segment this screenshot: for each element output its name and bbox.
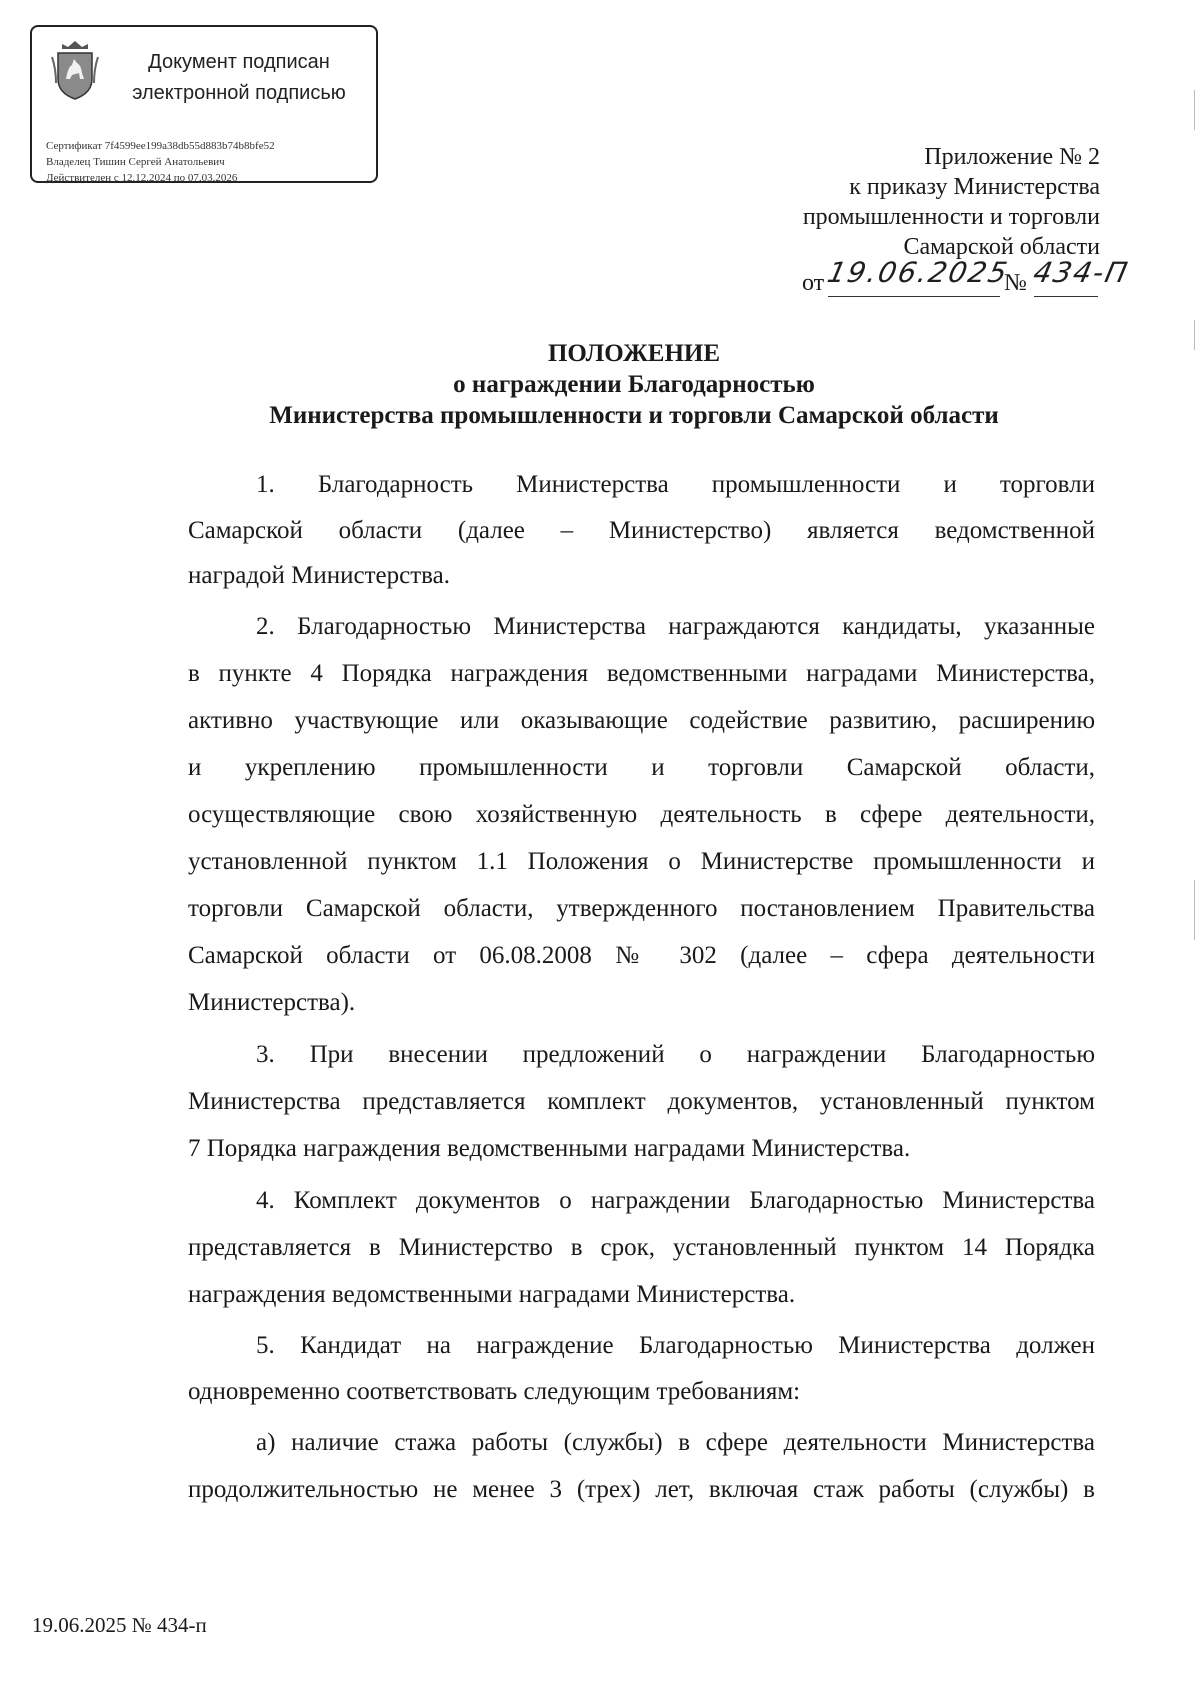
body-line: одновременно соответствовать следующим требованиям:	[188, 1378, 801, 1405]
document-title	[0, 338, 1200, 431]
body-line: а) наличие стажа работы (службы) в сфере деятельности Министерства	[256, 1429, 1095, 1456]
stamp-title	[104, 47, 374, 109]
body-line: 7 Порядка награждения ведомственными наградами Министерства.	[188, 1135, 911, 1162]
number-field	[1030, 256, 1133, 297]
body-line: установленной пунктом 1.1 Положения о Министерстве промышленности и	[188, 848, 1095, 875]
date-field	[824, 256, 1012, 297]
body-line: продолжительностью не менее 3 (трех) лет, включая стаж работы (службы) в	[188, 1476, 1095, 1503]
body-line: активно участвующие или оказывающие содействие развитию, расширению	[188, 707, 1095, 734]
title-line2: о награждении Благодарностью	[453, 371, 815, 398]
body-line: 1. Благодарность Министерства промышленности и торговли	[256, 471, 1095, 498]
stamp-owner: Владелец Тишин Сергей Анатольевич	[46, 156, 225, 168]
body-line: Самарской области (далее – Министерство) является ведомственной	[188, 517, 1095, 544]
body-line: награждения ведомственными наградами Министерства.	[188, 1281, 796, 1308]
body-line: Самарской области от 06.08.2008 № 302 (далее – сфера деятельности	[188, 942, 1095, 969]
body-line: 2. Благодарностью Министерства награждаются кандидаты, указанные	[256, 613, 1095, 640]
body-line: торговли Самарской области, утвержденного постановлением Правительства	[188, 895, 1095, 922]
body-line: и укреплению промышленности и торговли Самарской области,	[188, 754, 1095, 781]
appendix-line1: Приложение № 2	[924, 144, 1100, 170]
stamp-title-line2: электронной подписью	[132, 82, 346, 104]
title-line3: Министерства промышленности и торговли Самарской области	[269, 402, 999, 429]
scan-artifact	[1194, 880, 1195, 940]
number-prefix: №	[1004, 270, 1027, 296]
body-line: представляется в Министерство в срок, установленный пунктом 14 Порядка	[188, 1234, 1095, 1261]
stamp-certificate: Сертификат 7f4599ee199a38db55d883b74b8bfe52	[46, 140, 275, 152]
stamp-validity: Действителен с 12.12.2024 по 07.03.2026	[46, 172, 238, 184]
appendix-line2: к приказу Министерства	[849, 174, 1100, 200]
body-line: 3. При внесении предложений о награждении Благодарностью	[256, 1041, 1095, 1068]
appendix-line3: промышленности и торговли	[802, 204, 1100, 230]
date-prefix: от	[802, 270, 825, 296]
scan-artifact	[1194, 320, 1195, 350]
appendix-line4: Самарской области	[903, 234, 1100, 260]
handwritten-number: 434-П	[1030, 256, 1133, 289]
samara-coat-of-arms-icon	[50, 39, 100, 101]
body-line: в пункте 4 Порядка награждения ведомственными наградами Министерства,	[188, 660, 1095, 687]
document-registration-number: 19.06.2025 № 434-п	[32, 1613, 207, 1637]
stamp-title-line1: Документ подписан	[148, 51, 330, 73]
title-line1: ПОЛОЖЕНИЕ	[547, 340, 721, 367]
body-line: 4. Комплект документов о награждении Благодарностью Министерства	[256, 1187, 1095, 1214]
order-date-number-line	[802, 256, 1133, 302]
appendix-header	[803, 142, 1100, 262]
handwritten-date: 19.06.2025	[824, 256, 1012, 289]
stamp-details	[46, 138, 275, 186]
body-line: 5. Кандидат на награждение Благодарностью Министерства должен	[256, 1332, 1095, 1359]
scan-artifact	[1194, 90, 1195, 130]
body-line: Министерства представляется комплект документов, установленный пунктом	[188, 1088, 1095, 1115]
body-line: наградой Министерства.	[188, 562, 450, 589]
body-line: Министерства).	[188, 989, 356, 1016]
electronic-signature-stamp	[30, 25, 378, 183]
body-line: осуществляющие свою хозяйственную деятельность в сфере деятельности,	[188, 801, 1095, 828]
